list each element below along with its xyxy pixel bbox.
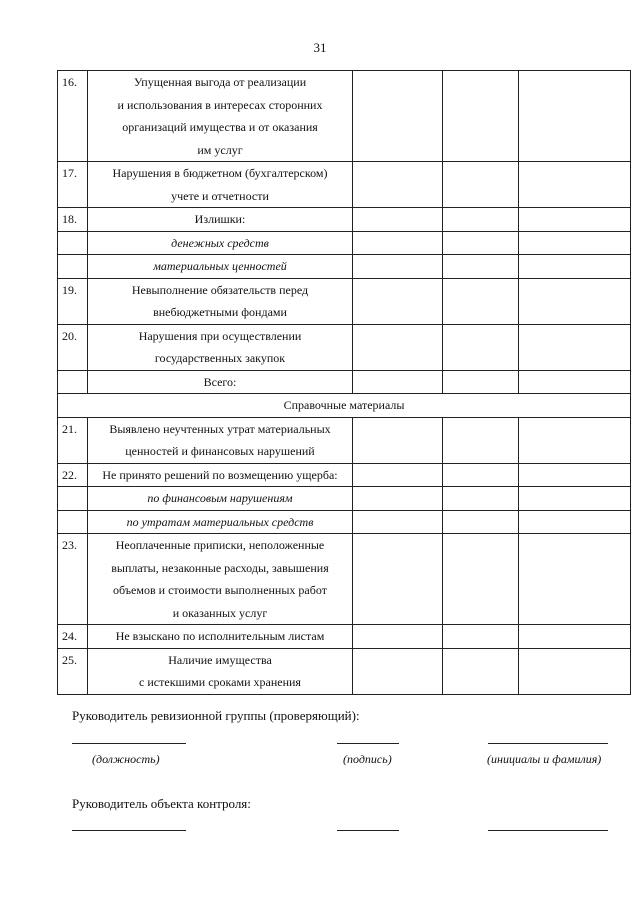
group-head-label: Руководитель ревизионной группы (проверяющий):	[72, 708, 360, 723]
table-row	[58, 255, 631, 279]
signature-caption: (подпись)	[343, 752, 392, 766]
table-row	[58, 487, 631, 511]
description-line: Неоплаченные приписки, неположенные	[115, 538, 325, 552]
value-cell	[519, 534, 631, 625]
row-number	[58, 255, 88, 279]
description-line: Нарушения при осуществлении	[138, 328, 302, 343]
value-cell	[443, 510, 519, 534]
row-description	[88, 463, 353, 487]
signature-line	[337, 743, 399, 744]
value-cell	[353, 255, 443, 279]
row-number: 23.	[58, 534, 88, 625]
object-head-label: Руководитель объекта контроля:	[72, 796, 251, 811]
description-line: Упущенная выгода от реализации	[133, 75, 307, 89]
value-cell	[353, 324, 443, 370]
row-number	[58, 487, 88, 511]
row-number: 20.	[58, 324, 88, 370]
row-number: 21.	[58, 417, 88, 463]
value-cell	[519, 625, 631, 649]
row-description	[88, 162, 353, 208]
value-cell	[519, 324, 631, 370]
value-cell	[443, 208, 519, 232]
row-description	[88, 71, 353, 162]
description-line: им услуг	[197, 142, 243, 157]
value-cell	[443, 324, 519, 370]
value-cell	[443, 417, 519, 463]
table-row	[58, 370, 631, 394]
description-line: по утратам материальных средств	[126, 514, 314, 529]
value-cell	[519, 487, 631, 511]
row-description	[88, 487, 353, 511]
value-cell	[353, 370, 443, 394]
value-cell	[519, 231, 631, 255]
row-number	[58, 370, 88, 394]
value-cell	[353, 417, 443, 463]
name-caption: (инициалы и фамилия)	[487, 752, 602, 766]
value-cell	[443, 648, 519, 694]
description-line: Невыполнение обязательств перед	[131, 282, 309, 297]
value-cell	[353, 648, 443, 694]
description-line: Наличие имущества	[168, 652, 272, 667]
table-row	[58, 625, 631, 649]
value-cell	[443, 162, 519, 208]
row-description	[88, 648, 353, 694]
description-line: и использования в интересах сторонних	[117, 97, 323, 112]
value-cell	[443, 534, 519, 625]
object-signature-line	[337, 830, 399, 831]
object-name-line	[488, 830, 608, 831]
table-row	[58, 231, 631, 255]
row-description	[88, 625, 353, 649]
row-number: 16.	[58, 71, 88, 162]
value-cell	[443, 278, 519, 324]
description-line: Не принято решений по возмещению ущерба:	[102, 467, 338, 482]
row-description	[88, 231, 353, 255]
value-cell	[519, 208, 631, 232]
description-line: материальных ценностей	[153, 259, 287, 273]
value-cell	[443, 255, 519, 279]
description-line: с истекшими сроками хранения	[139, 675, 301, 689]
table-row	[58, 534, 631, 625]
value-cell	[519, 162, 631, 208]
description-line: учете и отчетности	[171, 188, 269, 203]
name-signature-line	[488, 743, 608, 744]
value-cell	[443, 71, 519, 162]
row-number: 25.	[58, 648, 88, 694]
table-row	[58, 417, 631, 463]
value-cell	[519, 648, 631, 694]
section-title: Справочные материалы	[58, 394, 631, 418]
description-line: по финансовым нарушениям	[147, 491, 293, 505]
value-cell	[519, 370, 631, 394]
value-cell	[353, 625, 443, 649]
object-position-line	[72, 830, 186, 831]
value-cell	[519, 71, 631, 162]
row-description	[88, 417, 353, 463]
value-cell	[353, 487, 443, 511]
value-cell	[353, 510, 443, 534]
description-line: Не взыскано по исполнительным листам	[115, 629, 325, 643]
value-cell	[519, 278, 631, 324]
value-cell	[353, 231, 443, 255]
row-number: 17.	[58, 162, 88, 208]
value-cell	[353, 71, 443, 162]
table-row	[58, 208, 631, 232]
page-number: 31	[313, 40, 327, 55]
row-number	[58, 510, 88, 534]
description-line: денежных средств	[171, 235, 269, 250]
table-row	[58, 463, 631, 487]
section-row	[58, 394, 631, 418]
value-cell	[353, 208, 443, 232]
row-number: 24.	[58, 625, 88, 649]
row-number: 19.	[58, 278, 88, 324]
description-line: государственных закупок	[154, 351, 286, 365]
value-cell	[443, 463, 519, 487]
description-line: Выявлено неучтенных утрат материальных	[109, 421, 331, 436]
row-description	[88, 324, 353, 370]
row-description	[88, 510, 353, 534]
value-cell	[443, 487, 519, 511]
value-cell	[353, 162, 443, 208]
table-row	[58, 648, 631, 694]
value-cell	[519, 510, 631, 534]
row-number: 22.	[58, 463, 88, 487]
table-row	[58, 278, 631, 324]
position-caption: (должность)	[92, 752, 160, 766]
value-cell	[519, 417, 631, 463]
value-cell	[443, 231, 519, 255]
description-line: Всего:	[203, 374, 237, 389]
description-line: ценностей и финансовых нарушений	[125, 444, 315, 458]
value-cell	[353, 534, 443, 625]
table-row	[58, 71, 631, 162]
row-description	[88, 534, 353, 625]
description-line: Излишки:	[194, 212, 246, 226]
value-cell	[519, 255, 631, 279]
description-line: и оказанных услуг	[172, 605, 268, 620]
row-description	[88, 278, 353, 324]
report-table	[57, 70, 631, 695]
value-cell	[353, 278, 443, 324]
table-row	[58, 324, 631, 370]
row-description	[88, 255, 353, 279]
table-row	[58, 510, 631, 534]
value-cell	[519, 463, 631, 487]
description-line: Нарушения в бюджетном (бухгалтерском)	[112, 166, 328, 180]
row-number	[58, 231, 88, 255]
description-line: объемов и стоимости выполненных работ	[113, 583, 327, 597]
row-number: 18.	[58, 208, 88, 232]
row-description	[88, 208, 353, 232]
description-line: выплаты, незаконные расходы, завышения	[111, 560, 329, 575]
description-line: внебюджетными фондами	[153, 305, 287, 319]
value-cell	[353, 463, 443, 487]
value-cell	[443, 625, 519, 649]
value-cell	[443, 370, 519, 394]
position-signature-line	[72, 743, 186, 744]
description-line: организаций имущества и от оказания	[122, 120, 318, 134]
row-description	[88, 370, 353, 394]
table-row	[58, 162, 631, 208]
